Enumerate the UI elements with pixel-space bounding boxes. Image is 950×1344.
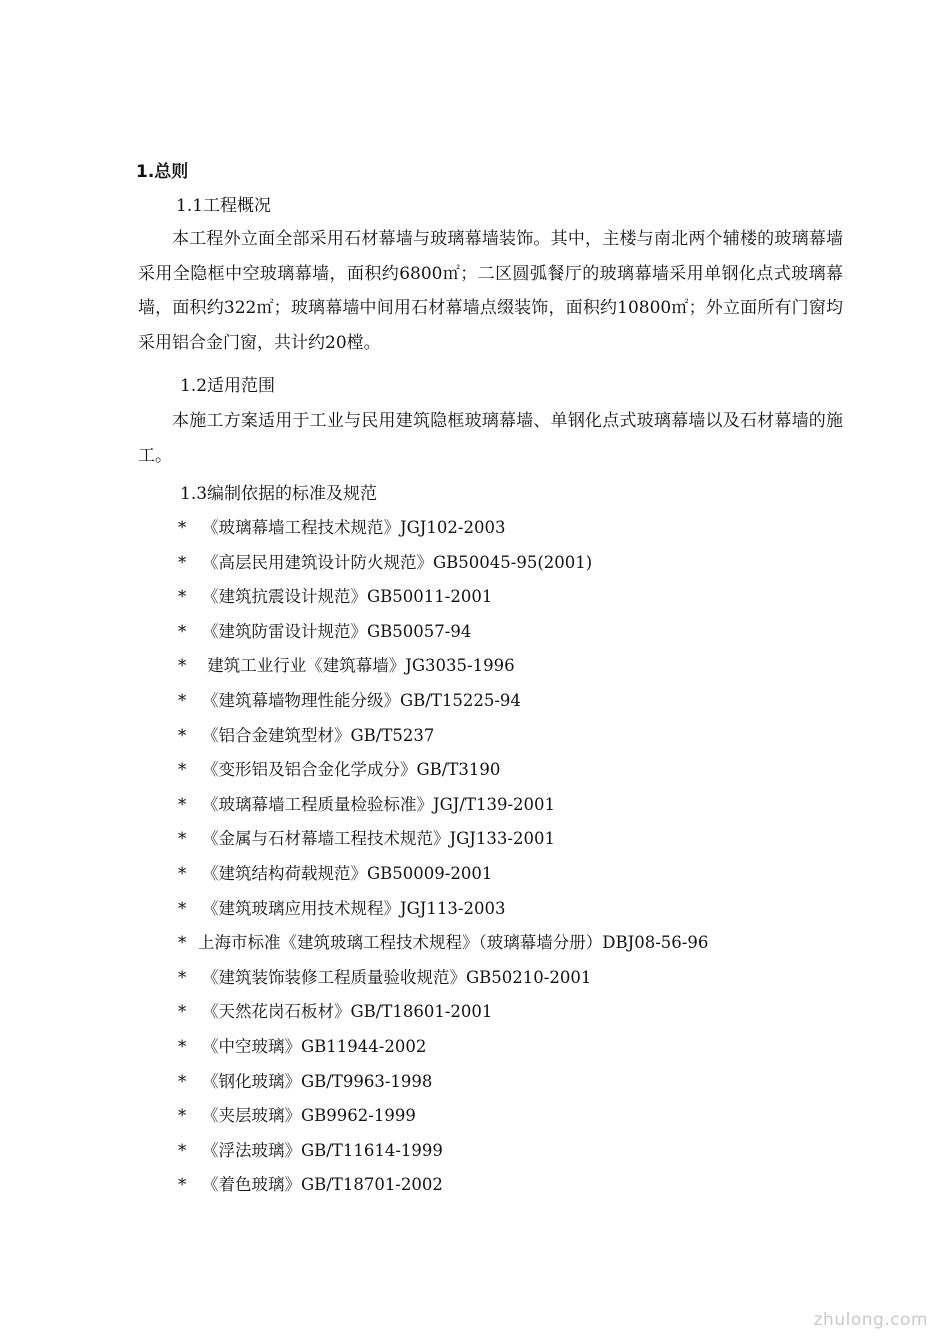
bullet-asterisk: * — [178, 1036, 187, 1056]
bullet-asterisk: * — [178, 587, 187, 607]
list-item — [178, 892, 708, 927]
list-item — [178, 615, 708, 650]
standard-text: 《建筑抗震设计规范》GB50011-2001 — [202, 587, 493, 607]
list-item — [178, 1030, 708, 1065]
bullet-asterisk: * — [178, 933, 187, 953]
bullet-asterisk: * — [178, 967, 187, 987]
list-item — [178, 511, 708, 546]
list-item — [178, 546, 708, 581]
subsection-heading-standards: 1.3编制依据的标准及规范 — [180, 484, 378, 504]
list-item — [178, 580, 708, 615]
bullet-asterisk: * — [178, 690, 187, 710]
list-item — [178, 1168, 708, 1203]
list-item — [178, 684, 708, 719]
list-item — [178, 995, 708, 1030]
bullet-asterisk: * — [178, 1175, 187, 1195]
bullet-asterisk: * — [178, 1002, 187, 1022]
list-item — [178, 649, 708, 684]
bullet-asterisk: * — [178, 725, 187, 745]
standard-text: 《玻璃幕墙工程技术规范》JGJ102-2003 — [202, 518, 506, 537]
scope-paragraph: 本施工方案适用于工业与民用建筑隐框玻璃幕墙、单钢化点式玻璃幕墙以及石材幕墙的施工。 — [138, 411, 843, 466]
standard-text: 上海市标准《建筑玻璃工程技术规程》（玻璃幕墙分册）DBJ08-56-96 — [198, 933, 709, 953]
standard-text: 《玻璃幕墙工程质量检验标准》JGJ/T139-2001 — [202, 794, 556, 814]
list-item — [178, 788, 708, 823]
standard-text: 《浮法玻璃》GB/T11614-1999 — [202, 1140, 443, 1160]
standard-text: 《建筑玻璃应用技术规程》JGJ113-2003 — [202, 898, 506, 918]
list-item — [178, 1099, 708, 1134]
bullet-asterisk: * — [178, 1071, 187, 1091]
standard-text: 《高层民用建筑设计防火规范》GB50045-95(2001) — [202, 552, 593, 572]
standard-text: 《建筑结构荷载规范》GB50009-2001 — [202, 863, 493, 883]
standard-text: 《中空玻璃》GB11944-2002 — [202, 1036, 427, 1056]
standard-text: 《金属与石材幕墙工程技术规范》JGJ133-2001 — [202, 829, 555, 849]
bullet-asterisk: * — [178, 829, 187, 849]
bullet-asterisk: * — [178, 1140, 187, 1160]
standard-text: 建筑工业行业《建筑幕墙》JG3035-1996 — [202, 656, 515, 676]
section-title: 1.总则 — [136, 162, 189, 182]
standard-text: 《铝合金建筑型材》GB/T5237 — [202, 725, 435, 745]
subsection-heading-overview: 1.1工程概况 — [176, 196, 272, 216]
bullet-asterisk: * — [178, 518, 187, 537]
standard-text: 《建筑防雷设计规范》GB50057-94 — [202, 621, 472, 641]
list-item — [178, 926, 708, 961]
bullet-asterisk: * — [178, 621, 187, 641]
list-item — [178, 961, 708, 996]
bullet-asterisk: * — [178, 1106, 187, 1126]
overview-paragraph: 本工程外立面全部采用石材幕墙与玻璃幕墙装饰。其中，主楼与南北两个辅楼的玻璃幕墙采用全隐框中空玻璃幕墙，面积约6800㎡；二区圆弧餐厅的玻璃幕墙采用单钢化点式玻璃幕墙，面积约322㎡；玻璃幕墙中间用石材幕墙点缀装饰，面积约10800㎡；外立面所有门窗均采用铝合金门窗，共计约20樘。 — [138, 229, 843, 353]
bullet-asterisk: * — [178, 656, 187, 676]
list-item — [178, 857, 708, 892]
bullet-asterisk: * — [178, 898, 187, 918]
list-item — [178, 719, 708, 754]
standard-text: 《夹层玻璃》GB9962-1999 — [202, 1106, 416, 1126]
standard-text: 《建筑装饰装修工程质量验收规范》GB50210-2001 — [202, 967, 592, 987]
list-item — [178, 1065, 708, 1100]
bullet-asterisk: * — [178, 794, 187, 814]
standards-list — [178, 511, 708, 1203]
bullet-asterisk: * — [178, 552, 187, 572]
standard-text: 《钢化玻璃》GB/T9963-1998 — [202, 1071, 433, 1091]
standard-text: 《变形铝及铝合金化学成分》GB/T3190 — [202, 760, 501, 780]
list-item — [178, 822, 708, 857]
bullet-asterisk: * — [178, 863, 187, 883]
standard-text: 《着色玻璃》GB/T18701-2002 — [202, 1175, 443, 1195]
bullet-asterisk: * — [178, 760, 187, 780]
standard-text: 《天然花岗石板材》GB/T18601-2001 — [202, 1002, 493, 1022]
list-item — [178, 753, 708, 788]
standard-text: 《建筑幕墙物理性能分级》GB/T15225-94 — [202, 690, 521, 710]
subsection-heading-scope: 1.2适用范围 — [180, 376, 276, 396]
watermark: zhulong.com — [813, 1310, 928, 1330]
list-item — [178, 1134, 708, 1169]
